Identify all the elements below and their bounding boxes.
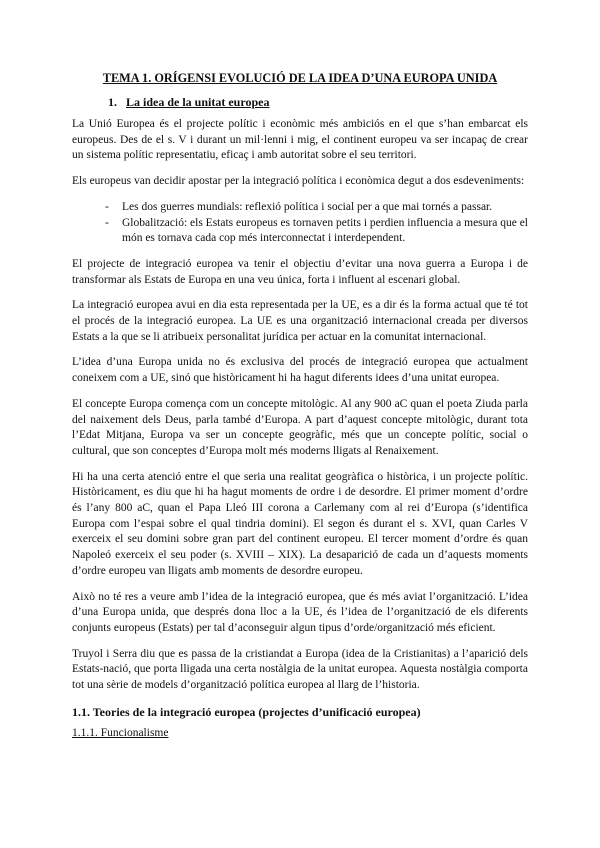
bullet-marker: - — [105, 216, 109, 229]
paragraph: El projecte de integració europea va tenir el objectiu d’evitar una nova guerra a Europa i de transformar als Estats de Europa en una veu única, forta i influent al escenari global. — [72, 257, 528, 286]
paragraph: Truyol i Serra diu que es passa de la cristiandat a Europa (idea de la Cristianitas) a l’aparició dels Estats-nació, que porta lligada una certa nostàlgia de la unitat europea. Aquesta nostàlgia comporta tot una sèrie de models d’organització política europea al llarg de l’historia. — [72, 647, 528, 692]
paragraph: El concepte Europa comença com un concepte mitològic. Al any 900 aC quan el poeta Ziuda parla del naixement dels Deus, parla també d’Europa. A part d’aquest concepte mitològic, durant tota l’Edat Mitjana, Europa va ser un concepte geogràfic, més que un concepte polític, social o cultural, que son conceptes d’Europa molt més moderns lligats al Renaixement. — [72, 397, 528, 457]
paragraph: Els europeus van decidir apostar per la integració política i econòmica degut a dos esdeveniments: — [72, 175, 525, 188]
document-title: TEMA 1. ORÍGENSI EVOLUCIÓ DE LA IDEA D’UNA EUROPA UNIDA — [102, 71, 498, 85]
paragraph: La Unió Europea és el projecte polític i econòmic més ambiciós en el que s’han embarcat els europeus. Des de el s. V i durant un mil·lenni i mig, el continent europeu va ser incapaç de crear un sistema polític representatiu, eficaç i amb autoritat sobre el seu territori. — [72, 118, 528, 162]
section-heading — [108, 94, 528, 110]
document-page — [72, 70, 528, 742]
paragraph: Hi ha una certa atenció entre el que seria una realitat geogràfica o històrica, i un projecte polític. Històricament, es diu que hi ha hagut moments de ordre i de desordre. El primer moment d’ordre és l’any 800 aC, quan el Papa Lleó III corona a Carlemany com al rei d’Europa (s’identifica Europa com l’espai sobre el qual tindria domini). El segon és durant el s. XVI, quan Carles V exerceix el seu domini sobre gran part del continent europeu. El tercer moment d’ordre és quan Napoleó exerceix el seu poder (s. XVIII – XIX). La desaparició de cada un d’aquests moments d’ordre europeu van lligats amb moments de desordre europeu. — [72, 470, 528, 577]
list-item — [72, 216, 528, 247]
paragraph: L’idea d’una Europa unida no és exclusiva del procés de integració europea que actualment coneixem com a UE, sinó que històricament hi ha hagut diferents idees d’una unitat europea. — [72, 356, 528, 385]
section-label: La idea de la unitat europea — [126, 95, 270, 109]
paragraph: La integració europea avui en dia esta representada per la UE, es a dir és la forma actual que té tot el procés de la integració europea. La UE es una organització internacional creada per diversos Estats a la que se li atribueix personalitat jurídica per actuar en la comunitat internacional. — [72, 299, 528, 343]
section-number: 1. — [108, 95, 117, 109]
paragraph: Això no té res a veure amb l’idea de la integració europea, que és més aviat l’organització. L’idea d’una Europa unida, que després dona lloc a la UE, és l’idea de l’organització de els diferents conjunts europeus (Estats) per tal d’aconseguir algun tipus d’orde/organització més eficient. — [72, 590, 528, 634]
list-item — [72, 200, 528, 216]
subsubsection-heading: 1.1.1. Funcionalisme — [72, 726, 169, 739]
bullet-list — [72, 200, 528, 247]
list-item-text: Globalització: els Estats europeus es tornaven petits i perdien influencia a mesura que el món es tornava cada cop més interconnectat i interdependent. — [122, 216, 528, 245]
subsection-heading: 1.1. Teories de la integració europea (projectes d’unificació europea) — [72, 704, 421, 719]
bullet-marker: - — [105, 200, 109, 213]
list-item-text: Les dos guerres mundials: reflexió política i social per a que mai tornés a passar. — [122, 200, 493, 213]
